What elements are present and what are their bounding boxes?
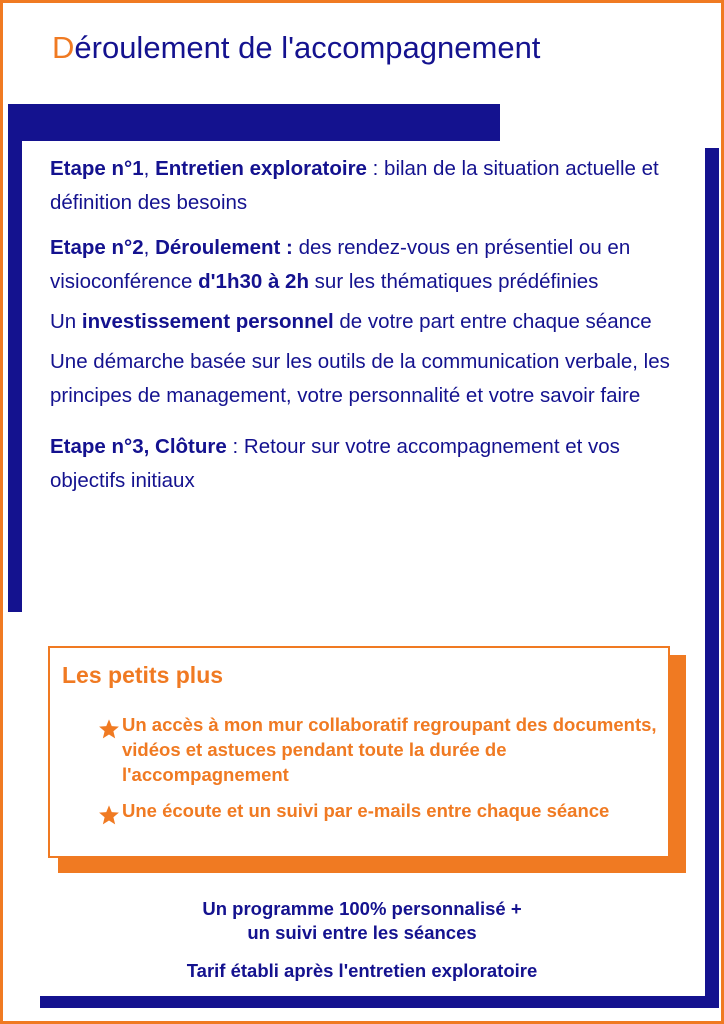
step-1-separator: , bbox=[143, 157, 156, 180]
step-3-description: : Retour sur votre accompagnement et vos objectifs initiaux bbox=[50, 435, 620, 492]
decorative-bar-left bbox=[8, 104, 22, 612]
step-2-paragraph bbox=[50, 231, 698, 299]
footer-followup: un suivi entre les séances bbox=[247, 922, 477, 943]
step-1-label: Etape n°1 bbox=[50, 157, 144, 180]
main-content bbox=[50, 152, 698, 498]
step-2-description-end: sur les thématiques prédéfinies bbox=[308, 270, 599, 293]
petits-plus-item bbox=[98, 798, 658, 826]
step-2-name: Déroulement : bbox=[155, 236, 293, 259]
step-2-description: des rendez-vous en présentiel ou en visioconférence bbox=[50, 236, 631, 293]
footer-pricing: Tarif établi après l'entretien exploratoire bbox=[186, 960, 538, 981]
step-1-name: Entretien exploratoire bbox=[155, 157, 367, 180]
petits-plus-title: Les petits plus bbox=[62, 662, 224, 688]
petits-plus-box bbox=[48, 646, 670, 858]
investment-paragraph bbox=[50, 305, 698, 339]
investment-highlight: investissement personnel bbox=[81, 310, 334, 333]
step-3-label: Etape n°3, Clôture bbox=[50, 435, 227, 458]
star-icon bbox=[98, 804, 120, 826]
star-icon bbox=[98, 718, 120, 740]
decorative-bar-bottom bbox=[40, 996, 719, 1008]
step-3-paragraph bbox=[50, 430, 698, 498]
step-1-description: : bilan de la situation actuelle et définition des besoins bbox=[50, 157, 659, 214]
step-1-paragraph bbox=[50, 152, 698, 220]
title-rest: éroulement de l'accompagnement bbox=[74, 30, 541, 65]
title-first-letter: D bbox=[52, 30, 75, 65]
step-2-label: Etape n°2 bbox=[50, 236, 144, 259]
petits-plus-item-text: Un accès à mon mur collaboratif regroupant des documents, vidéos et astuces pendant toute la durée de l'accompagnement bbox=[122, 714, 657, 785]
approach-paragraph: Une démarche basée sur les outils de la communication verbale, les principes de management, votre personnalité et votre savoir faire bbox=[50, 350, 670, 407]
petits-plus-item-text: Une écoute et un suivi par e-mails entre chaque séance bbox=[122, 800, 610, 821]
step-2-duration: d'1h30 à 2h bbox=[198, 270, 309, 293]
step-2-separator: , bbox=[143, 236, 156, 259]
decorative-bar-top bbox=[8, 104, 500, 141]
investment-prefix: Un bbox=[50, 310, 82, 333]
petits-plus-item bbox=[98, 712, 658, 787]
decorative-bar-right bbox=[705, 148, 719, 1008]
footer-program: Un programme 100% personnalisé + bbox=[202, 898, 522, 919]
page-title bbox=[52, 30, 540, 66]
investment-suffix: de votre part entre chaque séance bbox=[333, 310, 652, 333]
